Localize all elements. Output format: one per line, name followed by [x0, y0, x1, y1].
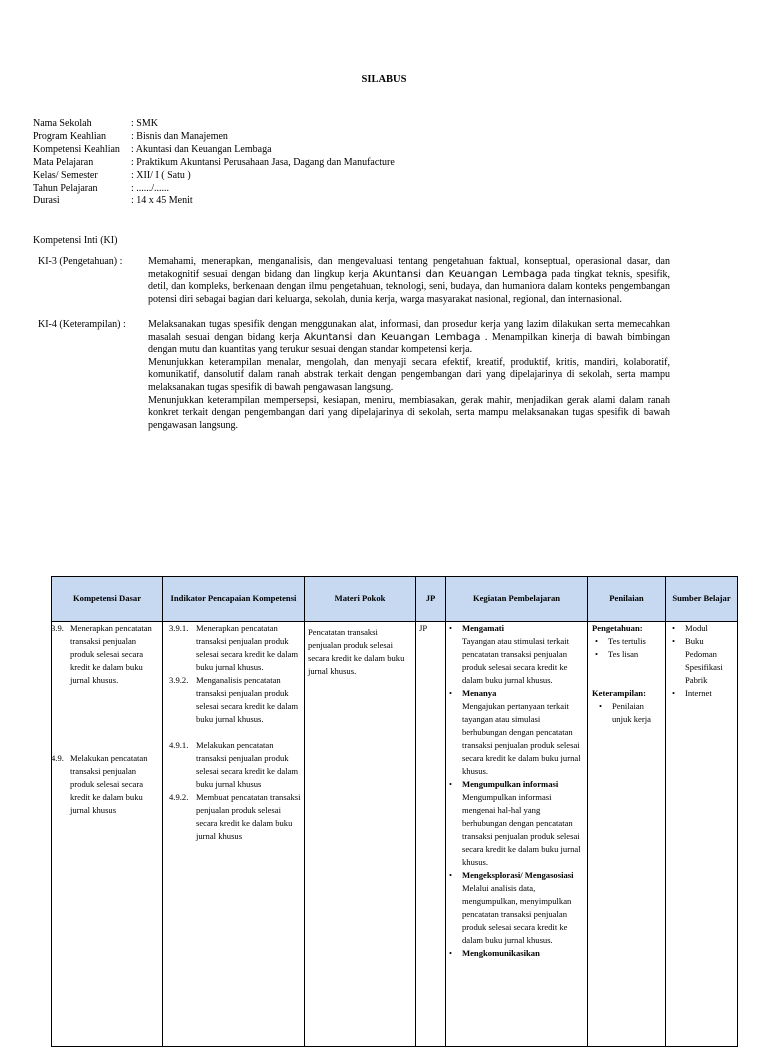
- info-label: Durasi: [33, 195, 60, 207]
- kegiatan-desc: Mengumpulkan informasi mengenai hal-hal yang berhubungan dengan pencatatan transaksi penjualan produk selesai secara kredit ke dalam buku jurnal khusus.: [462, 792, 581, 867]
- ki4-label: KI-4 (Keterampilan) :: [38, 319, 126, 330]
- kegiatan-title: Mengamati: [462, 623, 505, 633]
- penilaian-item: • Penilaian unjuk kerja: [596, 700, 662, 726]
- ki4-highlight: Akuntansi dan Keuangan Lembaga: [303, 331, 481, 343]
- info-row: [33, 157, 395, 170]
- indikator-number: 4.9.2.: [169, 792, 189, 802]
- info-value: : Bisnis dan Manajemen: [131, 130, 228, 142]
- ki4-text: [148, 319, 670, 432]
- kd-number: 4.9.: [51, 753, 64, 763]
- table-row: [52, 622, 738, 1047]
- kegiatan-list: [446, 622, 584, 960]
- header-indikator: Indikator Pencapaian Kompetensi: [163, 577, 305, 622]
- sumber-belajar-cell: [666, 622, 738, 1047]
- kd-item: [51, 752, 159, 817]
- document-title: SILABUS: [361, 74, 407, 85]
- identity-block: [33, 118, 395, 208]
- info-row: [33, 195, 395, 208]
- ki4-text-b: . Menampilkan kinerja di bawah bimbingan dengan mutu dan kuantitas yang terukur sesuai dengan standar kompetensi kerja.: [148, 331, 671, 356]
- info-row: [33, 183, 395, 196]
- ki3-label: KI-3 (Pengetahuan) :: [38, 256, 123, 267]
- info-value: : SMK: [131, 118, 158, 129]
- info-value: : 14 x 45 Menit: [131, 195, 193, 207]
- ki3-text-b: pada tingkat teknis, spesifik, detil, dan kompleks, berkenaan dengan ilmu pengetahuan, teknologi, seni, budaya, dan humaniora dalam konteks pengembangan potensi diri sebagai bagian dari keluarga, sekolah, dunia kerja, warga masyarakat nasional, regional, dan internasional.: [148, 268, 670, 305]
- info-label: Nama Sekolah: [33, 118, 92, 129]
- indikator-number: 3.9.2.: [169, 675, 189, 685]
- kegiatan-title: Mengumpulkan informasi: [462, 779, 559, 789]
- info-row: [33, 131, 395, 144]
- info-value: : Akuntasi dan Keuangan Lembaga: [131, 143, 272, 155]
- header-kompetensi-dasar: Kompetensi Dasar: [52, 577, 163, 622]
- kd-item: [51, 622, 159, 687]
- header-penilaian: Penilaian: [588, 577, 666, 622]
- keterampilan-label: Keterampilan:: [592, 688, 646, 698]
- indikator-item: [169, 622, 301, 674]
- kd-number: 3.9.: [51, 623, 64, 633]
- info-value: : Praktikum Akuntansi Perusahaan Jasa, Dagang dan Manufacture: [131, 156, 395, 168]
- ki4-paragraph-1: [148, 319, 670, 357]
- info-row: [33, 118, 395, 131]
- indikator-text: Menerapkan pencatatan transaksi penjualan produk selesai secara kredit ke dalam buku jurnal khusus.: [196, 623, 299, 672]
- kegiatan-item: [446, 869, 584, 947]
- kegiatan-cell: [446, 622, 588, 1047]
- kd-text: Menerapkan pencatatan transaksi penjualan produk selesai secara kredit ke dalam buku jurnal khusus.: [70, 623, 152, 685]
- pengetahuan-label: Pengetahuan:: [592, 623, 643, 633]
- ki4-text-a: Melaksanakan tugas spesifik dengan menggunakan alat, informasi, dan prosedur kerja yang lazim dilakukan serta memecahkan masalah sesuai dengan bidang kerja: [148, 319, 670, 343]
- penilaian-item: • Tes tertulis: [592, 635, 662, 648]
- ki3-highlight: Akuntansi dan Keuangan Lembaga: [372, 268, 548, 280]
- syllabus-table: [51, 576, 738, 1047]
- header-kegiatan: Kegiatan Pembelajaran: [446, 577, 588, 622]
- info-label: Program Keahlian: [33, 130, 107, 142]
- jp-text: JP: [419, 623, 428, 633]
- indikator-text: Melakukan pencatatan transaksi penjualan produk selesai secara kredit ke dalam buku jurnal khusus: [196, 740, 299, 789]
- ki4-block: [38, 319, 670, 432]
- header-materi-pokok: Materi Pokok: [305, 577, 416, 622]
- indikator-text: Menganalisis pencatatan transaksi penjualan produk selesai secara kredit ke dalam buku jurnal khusus.: [196, 675, 299, 724]
- kegiatan-desc: Tayangan atau stimulasi terkait pencatatan transaksi penjualan produk selesai secara kredit ke dalam buku jurnal khusus.: [462, 636, 570, 685]
- ki-heading: Kompetensi Inti (KI): [33, 235, 118, 246]
- materi-pokok-cell: [305, 622, 416, 1047]
- indikator-cell: [163, 622, 305, 1047]
- ki4-paragraph-3: Menunjukkan keterampilan mempersepsi, kesiapan, meniru, membiasakan, gerak mahir, menjadikan gerak alami dalam ranah konkret terkait dengan pengembangan dari yang dipelajarinya di sekolah, serta mampu melaksanakan tugas spesifik di bawah pengawasan langsung.: [148, 394, 670, 431]
- info-label: Tahun Pelajaran: [33, 182, 98, 194]
- kegiatan-title: Menanya: [462, 688, 497, 698]
- ki3-block: [38, 256, 670, 306]
- kegiatan-item: [446, 687, 584, 778]
- ki3-text: [148, 256, 670, 306]
- penilaian-item: • Tes lisan: [592, 648, 662, 661]
- info-row: [33, 170, 395, 183]
- kegiatan-item: [446, 778, 584, 869]
- sumber-item: • Internet: [669, 687, 734, 700]
- kegiatan-desc: Mengajukan pertanyaan terkait tayangan atau simulasi berhubungan dengan pencatatan transaksi penjualan produk selesai secara kredit ke dalam buku jurnal khusus.: [462, 701, 581, 776]
- materi-text: Pencatatan transaksi penjualan produk selesai secara kredit ke dalam buku jurnal khusus.: [308, 627, 405, 676]
- pengetahuan-list: [592, 635, 662, 661]
- sumber-list: [669, 622, 734, 700]
- indikator-number: 4.9.1.: [169, 740, 189, 750]
- sumber-item: • Modul: [669, 622, 734, 635]
- header-sumber-belajar: Sumber Belajar: [666, 577, 738, 622]
- header-jp: JP: [416, 577, 446, 622]
- kd-text: Melakukan pencatatan transaksi penjualan produk selesai secara kredit ke dalam buku jurnal khusus: [70, 753, 148, 815]
- table-header-row: [52, 577, 738, 622]
- kegiatan-desc: Melalui analisis data, mengumpulkan, menyimpulkan pencatatan transaksi penjualan produk selesai secara kredit ke dalam buku jurnal khusus.: [462, 883, 572, 945]
- info-label: Kelas/ Semester: [33, 169, 98, 181]
- kegiatan-item: [446, 622, 584, 687]
- indikator-number: 3.9.1.: [169, 623, 189, 633]
- sumber-item: • Buku Pedoman Spesifikasi Pabrik: [669, 635, 734, 687]
- indikator-item: [169, 739, 301, 791]
- info-label: Mata Pelajaran: [33, 156, 94, 168]
- penilaian-cell: [588, 622, 666, 1047]
- kegiatan-title: Mengkomunikasikan: [462, 948, 540, 958]
- ki4-paragraph-2: Menunjukkan keterampilan menalar, mengolah, dan menyaji secara efektif, kreatif, produktif, kritis, mandiri, kolaboratif, komunikatif, dansolutif dalam ranah abstrak terkait dengan pengembangan dari yang dipelajarinya di sekolah, serta mampu melaksanakan tugas spesifik di bawah pengawasan langsung.: [148, 356, 670, 393]
- info-label: Kompetensi Keahlian: [33, 143, 120, 155]
- kegiatan-title: Mengeksplorasi/ Mengasosiasi: [462, 870, 574, 880]
- indikator-item: [169, 674, 301, 726]
- kegiatan-item: [446, 947, 584, 960]
- info-value: : ....../......: [131, 182, 170, 194]
- ki3-text-a: Memahami, menerapkan, menganalisis, dan mengevaluasi tentang pengetahuan faktual, konseptual, operasional dasar, dan metakognitif sesuai dengan bidang dan lingkup kerja: [148, 256, 670, 280]
- indikator-text: Membuat pencatatan transaksi penjualan produk selesai secara kredit ke dalam buku jurnal khusus: [196, 792, 301, 841]
- indikator-item: [169, 791, 301, 843]
- info-row: [33, 144, 395, 157]
- jp-cell: [416, 622, 446, 1047]
- kompetensi-dasar-cell: [52, 622, 163, 1047]
- info-value: : XII/ I ( Satu ): [131, 169, 191, 181]
- keterampilan-list: [592, 700, 662, 726]
